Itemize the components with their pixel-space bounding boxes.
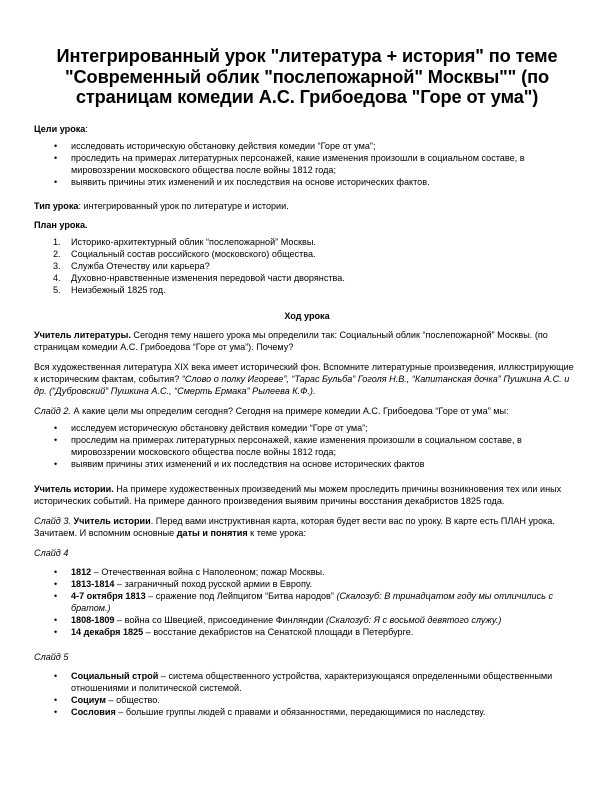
list-item: • 1813-1814 – заграничный поход русской армии в Европу.: [34, 578, 580, 590]
list-item: • 1812 – Отечественная война с Наполеоном; пожар Москвы.: [34, 566, 580, 578]
goals-list: [34, 140, 580, 188]
list-item: 1. Историко-архитектурный облик “послепожарной” Москвы.: [53, 236, 316, 247]
literature-paragraph: Вся художественная литература XIX века имеет исторический фон. Вспомните литературные произведения, иллюстрирующие к историческим фактам, события? “Слово о полку Игореве”, “Тарас Бульба” Гоголя Н.В., “Капитанская дочка” Пушкина А.С. и др. (“Дубровский” Пушкина А.С., “Смерть Ермака” Рылеева К.Ф.).: [34, 361, 574, 396]
list-item: • Социум – общество.: [34, 694, 580, 706]
list-item: 2. Социальный состав российского (московского) общества.: [53, 248, 316, 259]
list-item: 4. Духовно-нравственные изменения передовой части дворянства.: [53, 272, 345, 283]
list-item: • 14 декабря 1825 – восстание декабристов на Сенатской площади в Петербурге.: [34, 626, 580, 638]
plan-heading: План урока.: [34, 219, 88, 230]
list-item: • исследуем историческую обстановку действия комедии “Горе от ума”;: [34, 422, 580, 434]
list-item: • выявить причины этих изменений и их последствия на основе исторических фактов.: [34, 176, 580, 188]
list-item: • Сословия – большие группы людей с правами и обязанностями, передающимися по наследству.: [34, 706, 580, 718]
course-heading: Ход урока: [284, 310, 330, 321]
dates-list: [34, 566, 580, 638]
hist-teacher-paragraph: Учитель истории. На примере художественных произведений мы можем проследить причины возникновения тех или иных исторических событий. На примере данного произведения выявим причины восстания декабристов 1825 года.: [34, 483, 562, 506]
terms-list: [34, 670, 580, 718]
lit-teacher-paragraph: Учитель литературы. Сегодня тему нашего урока мы определили так: Социальный облик “послепожарной” Москвы. (по страницам комедии А.С. Грибоедова “Горе от ума”). Почему?: [34, 329, 548, 352]
list-item: 5. Неизбежный 1825 год.: [53, 284, 166, 295]
list-item: • проследить на примерах литературных персонажей, какие изменения произошли в социальном составе, в мировоззрении московского общества после войны 1812 года;: [34, 152, 580, 176]
list-item: • Социальный строй – система общественного устройства, характеризующаяся определенными общественными отношениями и политической системой.: [34, 670, 580, 694]
goals-heading: Цели урока:: [34, 123, 88, 134]
slide5-label: Слайд 5: [34, 651, 69, 662]
list-item: • выявим причины этих изменений и их последствия на основе исторических фактов: [34, 458, 580, 470]
slide4-label: Слайд 4: [34, 547, 69, 558]
document-title: Интегрированный урок "литература + история" по теме "Современный облик "послепожарной" Москвы"" (по страницам комедии А.С. Грибоедова "Горе от ума"): [56, 46, 558, 107]
list-item: • 4-7 октября 1813 – сражение под Лейпцигом “Битва народов” (Скалозуб: В тринадцатом году мы отличились с братом.): [34, 590, 580, 614]
document-page: [34, 46, 580, 718]
slide2-paragraph: Слайд 2. А какие цели мы определим сегодня? Сегодня на примере комедии А.С. Грибоедова “Горе от ума” мы:: [34, 405, 509, 416]
list-item: 3. Служба Отечеству или карьера?: [53, 260, 210, 271]
list-item: • исследовать историческую обстановку действия комедии “Горе от ума”;: [34, 140, 580, 152]
slide3-paragraph: Слайд 3. Учитель истории. Перед вами инструктивная карта, которая будет вести вас по уроку. В карте есть ПЛАН урока. Зачитаем. И вспомним основные даты и понятия к теме урока:: [34, 515, 555, 538]
slide2-list: [34, 422, 580, 470]
lesson-type: Тип урока: интегрированный урок по литературе и истории.: [34, 200, 289, 211]
list-item: • проследим на примерах литературных персонажей, какие изменения произошли в социальном составе, в мировоззрении московского общества после войны 1812 года;: [34, 434, 580, 458]
plan-list: [34, 236, 580, 296]
list-item: • 1808-1809 – война со Швецией, присоединение Финляндии (Скалозуб: Я с восьмой девятого служу.): [34, 614, 580, 626]
